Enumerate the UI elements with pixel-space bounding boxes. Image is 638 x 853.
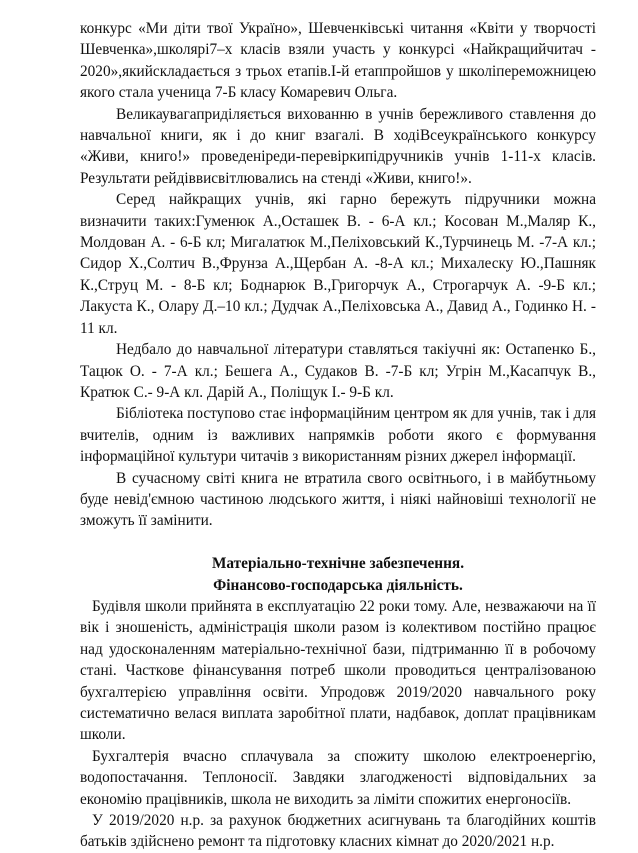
paragraph-accounting: Бухгалтерія вчасно сплачувала за спожиту школою електроенергію, водопостачання. Теплоносії. Завдяки злагодженості відповідальних за економію працівників, школа не виходить за ліміти спожитих енергоносіїв. <box>80 747 596 808</box>
document-page <box>80 18 596 853</box>
paragraph-reading-contest: конкурс «Ми діти твої Україно», Шевченківські читання «Квіти у творчості Шевченка»,школярі7–х класів взяли участь у конкурсі «Найкращийчитач - 2020»,якийскладається з трьох етапів.І-й етаппройшов у школіпереможницею якого стала ученица 7-Б класу Комаревич Ольга. <box>80 20 596 102</box>
paragraph-careless-students: Недбало до навчальної літератури ставляться такіучні як: Остапенко Б., Тацюк О. - 7-А кл.; Бешега А., Судаков В. -7-Б кл; Угрін М.,Касапчук В., Кратюк С.- 9-А кл. Дарій А., Поліщук І.- 9-Б кл. <box>80 341 596 401</box>
paragraph-textbook-care: Великаувагаприділяється вихованню в учнів бережливого ставлення до навчальної книги, як і до книг взагалі. В ходіВсеукраїнського конкурсу «Живи, книго!» проведеніреди-перевіркипідручників учнів 1-11-х класів. Результати рейдіввисвітлювались на стенді «Живи, книго!». <box>80 105 596 187</box>
paragraph-repairs: У 2019/2020 н.р. за рахунок бюджетних асигнувань та благодійних коштів батьків здійснено ремонт та підготовку класних кімнат до 2020/2021 н.р. <box>80 812 596 851</box>
paragraph-school-building: Будівля школи прийнята в експлуатацію 22 роки тому. Але, незважаючи на її вік і зношеність, адміністрація школи разом із колективом постійно працює над удосконаленням матеріально-технічної бази, підтриманню її в робочому стані. Часткове фінансування потреб школи проводиться централізованою бухгалтерією управління освіти. Упродовж 2019/2020 навчального року систематично велася виплата заробітної плати, надбавок, доплат працівникам школи. <box>80 597 596 744</box>
section-spacer <box>80 532 596 553</box>
paragraph-book-future: В сучасному світі книга не втратила свого освітнього, і в майбутньому буде невід'ємною частиною людського життя, і ніякі найновіші технології не зможуть її замінити. <box>80 469 596 530</box>
paragraph-library-center: Бібліотека поступово стає інформаційним центром як для учнів, так і для вчителів, одним із важливих напрямків роботи якого є формування інформаційної культури читачів з використанням різних джерел інформації. <box>80 405 596 466</box>
paragraph-best-students: Серед найкращих учнів, які гарно бережуть підручники можна визначити таких:Гуменюк А.,Осташек В. - 6-А кл.; Косован М.,Маляр К., Молдован А. - 6-Б кл; Мигалатюк М.,Пеліховський К.,Турчинець М. -7-А кл.; Сидор Х.,Солтич В.,Фрунза А.,Щербан А. -8-А кл.; Михалеску Ю.,Пашняк К.,Струц М. - 8-Б кл; Боднарюк В.,Григорчук А., Строгарчук А. -9-Б кл.; Лакуста К., Олару Д.–10 кл.; Дудчак А.,Пеліховська А., Давид А., Годинко Н. - 11 кл. <box>80 191 596 337</box>
section-heading-line2: Фінансово-господарська діяльність. <box>213 576 463 594</box>
section-heading-line1: Матеріально-технічне забезпечення. <box>211 555 465 573</box>
